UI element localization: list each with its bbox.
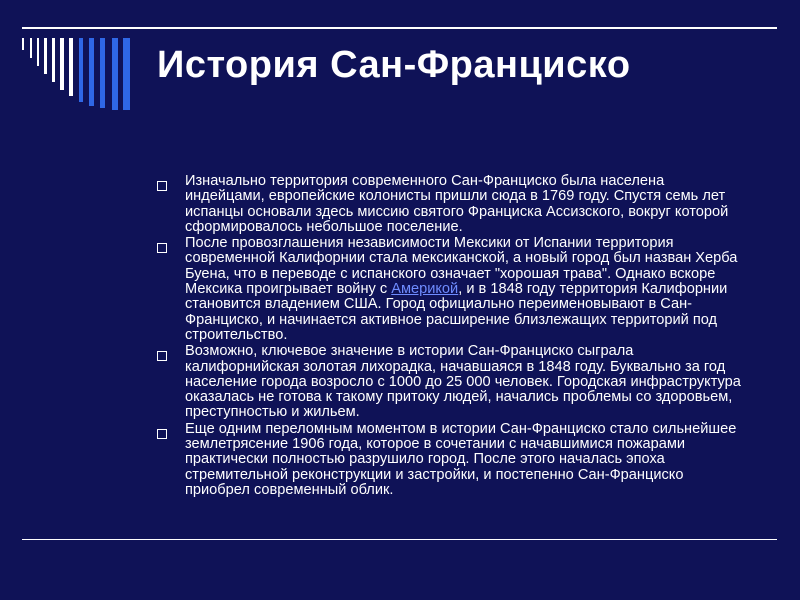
bullet-text-part: После провозглашения независимости Мексики от Испании территория современной Калифорнии стала мексиканской, а новый город был назван Херба Буена, что в переводе с испанского означает "хорошая трава". Однако вскоре Мексика проигрывает войну с [185, 235, 738, 298]
bullet-text-part: , и в 1848 году территория Калифорнии становится владением США. Город официально переименовывают в Сан-Франциско, и начинается активное расширение близлежащих территорий под строительство. [185, 281, 728, 343]
list-item [157, 422, 747, 498]
bullet-list [157, 174, 747, 499]
bullet-text: Еще одним переломным моментом в истории Сан-Франциско стало сильнейшее землетрясение 1906 года, которое в сочетании с начавшимися пожарами практически полностью разрушило город. После этого началась эпоха стремительной реконструкции и застройки, и постепенно Сан-Франциско приобрел современный облик. [185, 420, 737, 498]
square-bullet-icon [157, 243, 167, 253]
america-link[interactable]: Америкой [391, 281, 459, 298]
top-divider [22, 27, 777, 29]
bullet-text [185, 236, 747, 343]
square-bullet-icon [157, 351, 167, 361]
bullet-text: Изначально территория современного Сан-Франциско была населена индейцами, европейские колонисты пришли сюда в 1769 году. Спустя семь лет испанцы основали здесь миссию святого Франциска Ассизского, вокруг которой сформировалось небольшое поселение. [185, 173, 729, 235]
square-bullet-icon [157, 429, 167, 439]
bottom-divider [22, 539, 777, 540]
decorative-stripes [0, 0, 140, 110]
list-item [157, 236, 747, 343]
slide-title: История Сан-Франциско [157, 44, 631, 86]
bullet-text: Возможно, ключевое значение в истории Сан-Франциско сыграла калифорнийская золотая лихорадка, начавшаяся в 1848 году. Буквально за год население города возросло с 1000 до 25 000 человек. Городская инфраструктура оказалась не готова к такому притоку людей, начались проблемы со здоровьем, преступностью и жильем. [185, 343, 741, 421]
list-item [157, 344, 747, 420]
list-item [157, 174, 747, 235]
square-bullet-icon [157, 181, 167, 191]
